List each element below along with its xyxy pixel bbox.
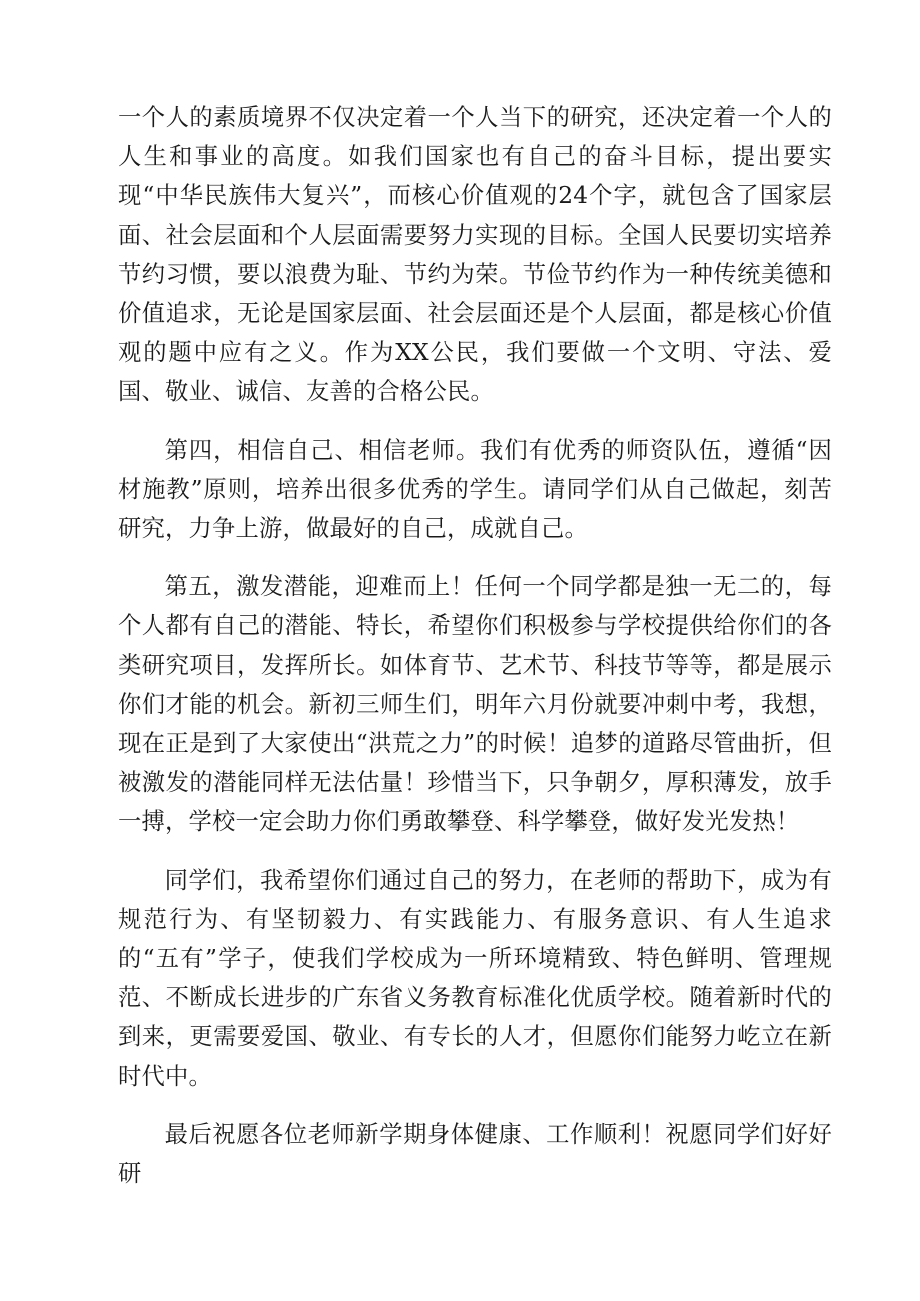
paragraph-fourth-point: 第四，相信自己、相信老师。我们有优秀的师资队伍，遵循“因材施教”原则，培养出很多优秀的学生。请同学们从自己做起，刻苦研究，力争上游，做最好的自己，成就自己。 — [118, 436, 832, 543]
document-page — [118, 98, 832, 1212]
paragraph-core-values: 一个人的素质境界不仅决定着一个人当下的研究，还决定着一个人的人生和事业的高度。如我们国家也有自己的奋斗目标，提出要实现“中华民族伟大复兴”，而核心价值观的24个字，就包含了国家层面、社会层面和个人层面需要努力实现的目标。全国人民要切实培养节约习惯，要以浪费为耻、节约为荣。节俭节约作为一种传统美德和价值追求，无论是国家层面、社会层面还是个人层面，都是核心价值观的题中应有之义。作为XX公民，我们要做一个文明、守法、爱国、敬业、诚信、友善的合格公民。 — [118, 104, 832, 406]
paragraph-fifth-point: 第五，激发潜能，迎难而上！任何一个同学都是独一无二的，每个人都有自己的潜能、特长，希望你们积极参与学校提供给你们的各类研究项目，发挥所长。如体育节、艺术节、科技节等等，都是展示你们才能的机会。新初三师生们，明年六月份就要冲刺中考，我想，现在正是到了大家使出“洪荒之力”的时候！追梦的道路尽管曲折，但被激发的潜能同样无法估量！珍惜当下，只争朝夕，厚积薄发，放手一搏，学校一定会助力你们勇敢攀登、科学攀登，做好发光发热！ — [118, 573, 832, 836]
paragraph-closing-wishes: 最后祝愿各位老师新学期身体健康、工作顺利！祝愿同学们好好研 — [118, 1120, 832, 1188]
paragraph-students-hope: 同学们，我希望你们通过自己的努力，在老师的帮助下，成为有规范行为、有坚韧毅力、有实践能力、有服务意识、有人生追求的“五有”学子，使我们学校成为一所环境精致、特色鲜明、管理规范、不断成长进步的广东省义务教育标准化优质学校。随着新时代的到来，更需要爱国、敬业、有专长的人才，但愿你们能努力屹立在新时代中。 — [118, 866, 832, 1090]
